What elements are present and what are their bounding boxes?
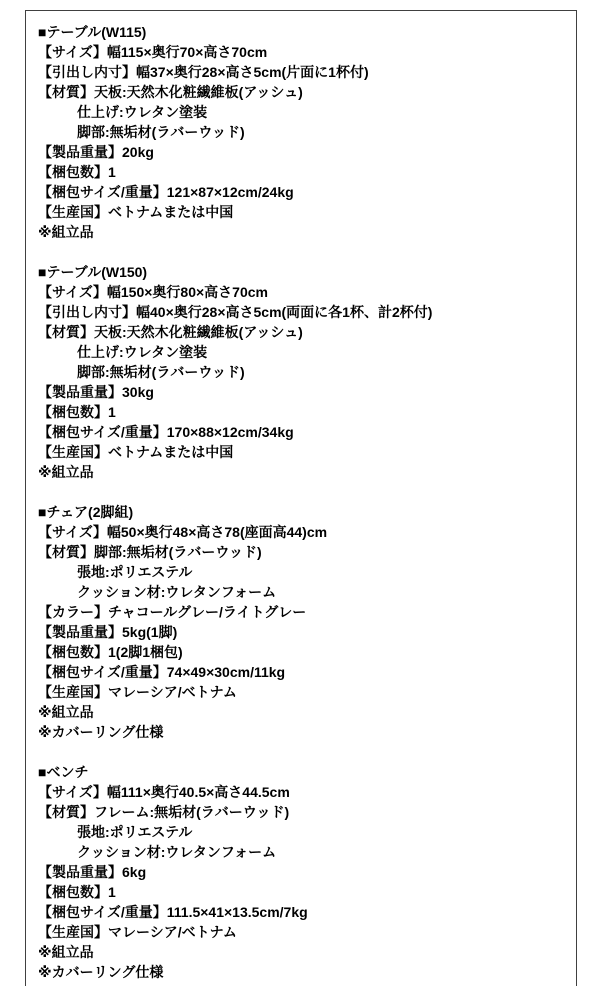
- spec-line: 【生産国】ベトナムまたは中国: [38, 444, 234, 460]
- spec-line: ※組立品: [38, 224, 94, 240]
- spec-line: 【引出し内寸】幅40×奥行28×高さ5cm(両面に各1杯、計2杯付): [38, 304, 433, 320]
- spec-line: 脚部:無垢材(ラバーウッド): [77, 124, 245, 140]
- spec-line: 【製品重量】20kg: [38, 144, 154, 160]
- spec-line: ※組立品: [38, 464, 94, 480]
- spec-line: 【梱包サイズ/重量】111.5×41×13.5cm/7kg: [38, 904, 308, 920]
- spec-line: 【梱包数】1(2脚1梱包): [38, 644, 183, 660]
- spec-line: 【材質】天板:天然木化粧繊維板(アッシュ): [38, 324, 303, 340]
- section-title: ■チェア(2脚組): [38, 504, 134, 520]
- section-title: ■テーブル(W115): [38, 24, 147, 40]
- spec-line: ※カバーリング仕様: [38, 724, 164, 740]
- spec-line: クッション材:ウレタンフォーム: [77, 584, 277, 600]
- spec-line: 仕上げ:ウレタン塗装: [77, 104, 208, 120]
- spec-line: 仕上げ:ウレタン塗装: [77, 344, 208, 360]
- spec-line: 【サイズ】幅50×奥行48×高さ78(座面高44)cm: [38, 524, 328, 540]
- product-section: [38, 762, 566, 982]
- spec-line: 【生産国】マレーシア/ベトナム: [38, 684, 237, 700]
- product-section: [38, 262, 566, 482]
- spec-line: 【製品重量】30kg: [38, 384, 154, 400]
- spec-line: 【製品重量】6kg: [38, 864, 147, 880]
- spec-line: 【梱包サイズ/重量】74×49×30cm/11kg: [38, 664, 286, 680]
- spec-line: ※カバーリング仕様: [38, 964, 164, 980]
- spec-line: 【梱包数】1: [38, 404, 116, 420]
- spec-line: 【生産国】ベトナムまたは中国: [38, 204, 234, 220]
- spec-line: 【梱包サイズ/重量】121×87×12cm/24kg: [38, 184, 294, 200]
- spec-line: 【サイズ】幅111×奥行40.5×高さ44.5cm: [38, 784, 290, 800]
- spec-line: 【材質】脚部:無垢材(ラバーウッド): [38, 544, 262, 560]
- spec-line: クッション材:ウレタンフォーム: [77, 844, 277, 860]
- spec-line: 【サイズ】幅115×奥行70×高さ70cm: [38, 44, 268, 60]
- spec-line: 張地:ポリエステル: [77, 824, 193, 840]
- spec-line: 【サイズ】幅150×奥行80×高さ70cm: [38, 284, 268, 300]
- spec-line: 脚部:無垢材(ラバーウッド): [77, 364, 245, 380]
- spec-line: 【生産国】マレーシア/ベトナム: [38, 924, 237, 940]
- spec-line: 【引出し内寸】幅37×奥行28×高さ5cm(片面に1杯付): [38, 64, 369, 80]
- product-section: [38, 22, 566, 242]
- section-title: ■テーブル(W150): [38, 264, 148, 280]
- spec-line: 【材質】フレーム:無垢材(ラバーウッド): [38, 804, 290, 820]
- spec-line: ※組立品: [38, 704, 94, 720]
- spec-line: 【梱包サイズ/重量】170×88×12cm/34kg: [38, 424, 294, 440]
- spec-line: ※組立品: [38, 944, 94, 960]
- spec-panel: [25, 10, 577, 986]
- section-title: ■ベンチ: [38, 764, 89, 780]
- spec-line: 【梱包数】1: [38, 164, 116, 180]
- product-section: [38, 502, 566, 742]
- spec-line: 【カラー】チャコールグレー/ライトグレー: [38, 604, 307, 620]
- spec-line: 【梱包数】1: [38, 884, 116, 900]
- spec-line: 【材質】天板:天然木化粧繊維板(アッシュ): [38, 84, 303, 100]
- spec-line: 張地:ポリエステル: [77, 564, 193, 580]
- spec-line: 【製品重量】5kg(1脚): [38, 624, 178, 640]
